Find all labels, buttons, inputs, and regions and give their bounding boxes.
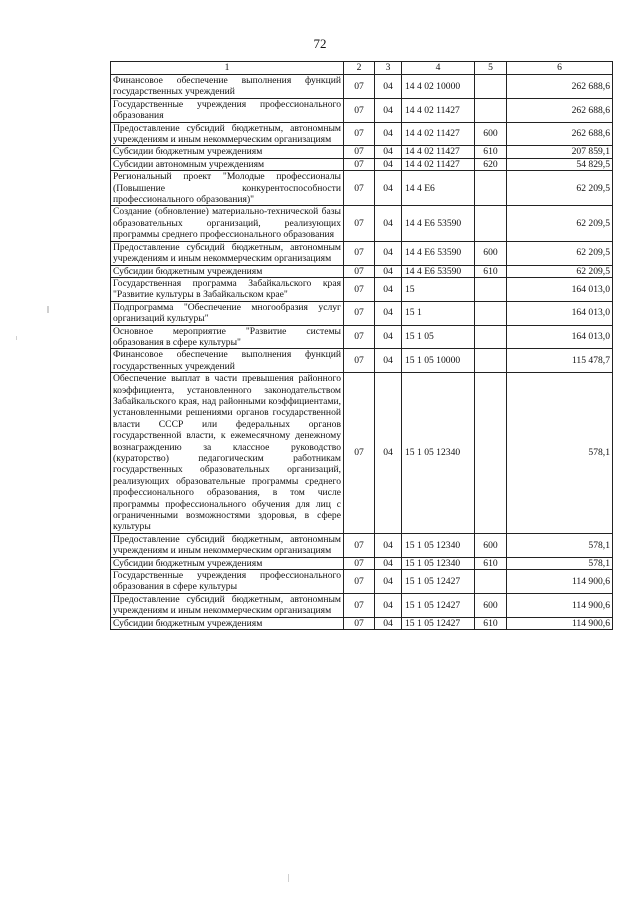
- table-cell-c3: 04: [375, 349, 402, 373]
- table-cell-c6: 262 688,6: [507, 75, 613, 99]
- table-cell-c4: 14 4 02 11427: [402, 158, 475, 170]
- table-row: [111, 301, 613, 325]
- table-cell-name: Финансовое обеспечение выполнения функций государственных учреждений: [111, 75, 344, 99]
- table-cell-name: Региональный проект "Молодые профессионалы (Повышение конкурентоспособности профессионального образования)": [111, 171, 344, 206]
- table-row: [111, 277, 613, 301]
- table-cell-c6: 114 900,6: [507, 617, 613, 629]
- table-cell-c2: 07: [344, 241, 375, 265]
- table-cell-c6: 262 688,6: [507, 122, 613, 146]
- table-cell-c5: [475, 171, 507, 206]
- table-cell-c3: 04: [375, 146, 402, 158]
- table-cell-c5: [475, 349, 507, 373]
- table-cell-name: Обеспечение выплат в части превышения районного коэффициента, установленного законодательством Забайкальского края, над районными коэффициентами, установленными решениями органов государственной власти СССР или федеральных органов государственной власти, к ежемесячному денежному вознаграждению за классное руководство (кураторство) педагогическим работникам государственных образовательных организаций, реализующих образовательные программы среднего профессионального образования, в том числе программы профессионального обучения для лиц с ограниченными возможностями здоровья, в сфере культуры: [111, 373, 344, 534]
- table-cell-c3: 04: [375, 570, 402, 594]
- table-cell-c6: 114 900,6: [507, 570, 613, 594]
- table-cell-c3: 04: [375, 325, 402, 349]
- table-cell-name: Государственная программа Забайкальского края "Развитие культуры в Забайкальском крае": [111, 277, 344, 301]
- table-cell-c4: 14 4 02 11427: [402, 98, 475, 122]
- table-cell-name: Финансовое обеспечение выполнения функций государственных учреждений: [111, 349, 344, 373]
- table-cell-c4: 15 1 05 12427: [402, 570, 475, 594]
- table-cell-c5: 610: [475, 146, 507, 158]
- table-row: [111, 241, 613, 265]
- table-cell-c4: 14 4 Е6 53590: [402, 241, 475, 265]
- table-cell-c5: 610: [475, 557, 507, 569]
- table-cell-name: Субсидии бюджетным учреждениям: [111, 557, 344, 569]
- table-cell-c3: 04: [375, 122, 402, 146]
- table-cell-c6: 164 013,0: [507, 301, 613, 325]
- table-cell-c4: 14 4 02 10000: [402, 75, 475, 99]
- page-number: 72: [313, 36, 327, 51]
- table-cell-c4: 15: [402, 277, 475, 301]
- table-cell-c5: [475, 301, 507, 325]
- table-cell-c4: 14 4 02 11427: [402, 122, 475, 146]
- table-row: [111, 570, 613, 594]
- table-cell-c2: 07: [344, 122, 375, 146]
- table-row: [111, 158, 613, 170]
- table-row: [111, 349, 613, 373]
- table-row: [111, 325, 613, 349]
- table-cell-c4: 15 1 05 12340: [402, 557, 475, 569]
- table-row: [111, 171, 613, 206]
- table-row: [111, 617, 613, 629]
- table-cell-name: Государственные учреждения профессионального образования в сфере культуры: [111, 570, 344, 594]
- table-cell-name: Предоставление субсидий бюджетным, автономным учреждениям и иным некоммерческим организациям: [111, 593, 344, 617]
- table-row: [111, 75, 613, 99]
- table-cell-c5: 610: [475, 265, 507, 277]
- table-cell-c2: 07: [344, 593, 375, 617]
- table-cell-c4: 15 1 05 12427: [402, 617, 475, 629]
- table-cell-c2: 07: [344, 349, 375, 373]
- table-cell-c2: 07: [344, 301, 375, 325]
- table-cell-c6: 262 688,6: [507, 98, 613, 122]
- table-cell-c6: 114 900,6: [507, 593, 613, 617]
- table-row: [111, 557, 613, 569]
- column-header: 2: [344, 62, 375, 75]
- table-cell-c4: 15 1 05 12340: [402, 533, 475, 557]
- table-cell-name: Субсидии бюджетным учреждениям: [111, 617, 344, 629]
- table-cell-c3: 04: [375, 241, 402, 265]
- table-cell-c2: 07: [344, 325, 375, 349]
- column-header: 1: [111, 62, 344, 75]
- table-cell-c2: 07: [344, 373, 375, 534]
- scan-mark: [16, 336, 17, 340]
- table-row: [111, 146, 613, 158]
- table-row: [111, 265, 613, 277]
- table-cell-c5: 600: [475, 533, 507, 557]
- table-cell-c3: 04: [375, 206, 402, 241]
- table-cell-c3: 04: [375, 557, 402, 569]
- table-cell-c5: [475, 277, 507, 301]
- table-cell-name: Предоставление субсидий бюджетным, автономным учреждениям и иным некоммерческим организациям: [111, 122, 344, 146]
- table-cell-c4: 15 1 05 12427: [402, 593, 475, 617]
- table-cell-c2: 07: [344, 617, 375, 629]
- table-cell-c6: 207 859,1: [507, 146, 613, 158]
- table-cell-c4: 14 4 Е6: [402, 171, 475, 206]
- table-row: [111, 206, 613, 241]
- table-cell-c3: 04: [375, 265, 402, 277]
- table-cell-c2: 07: [344, 75, 375, 99]
- budget-table: [110, 61, 613, 630]
- table-cell-c3: 04: [375, 533, 402, 557]
- table-cell-c2: 07: [344, 158, 375, 170]
- table-cell-c6: 54 829,5: [507, 158, 613, 170]
- column-header: 4: [402, 62, 475, 75]
- table-cell-c3: 04: [375, 593, 402, 617]
- table-cell-c4: 15 1: [402, 301, 475, 325]
- table-cell-c2: 07: [344, 171, 375, 206]
- table-cell-c5: [475, 75, 507, 99]
- table-cell-c3: 04: [375, 277, 402, 301]
- column-header: 6: [507, 62, 613, 75]
- table-cell-c4: 15 1 05 12340: [402, 373, 475, 534]
- table-cell-c3: 04: [375, 373, 402, 534]
- table-cell-c3: 04: [375, 75, 402, 99]
- table-cell-c6: 62 209,5: [507, 171, 613, 206]
- table-cell-c5: 610: [475, 617, 507, 629]
- scan-mark: [47, 306, 49, 313]
- table-row: [111, 98, 613, 122]
- table-cell-c2: 07: [344, 206, 375, 241]
- table-cell-c3: 04: [375, 158, 402, 170]
- table-cell-c5: 600: [475, 122, 507, 146]
- table-cell-c2: 07: [344, 277, 375, 301]
- table-cell-name: Создание (обновление) материально-технической базы образовательных организаций, реализующих программы среднего профессионального образования: [111, 206, 344, 241]
- table-cell-c5: [475, 206, 507, 241]
- table-cell-name: Предоставление субсидий бюджетным, автономным учреждениям и иным некоммерческим организациям: [111, 533, 344, 557]
- table-cell-c6: 578,1: [507, 373, 613, 534]
- table-cell-c6: 578,1: [507, 533, 613, 557]
- table-cell-c2: 07: [344, 146, 375, 158]
- table-cell-c6: 578,1: [507, 557, 613, 569]
- table-cell-c6: 115 478,7: [507, 349, 613, 373]
- table-cell-c6: 164 013,0: [507, 277, 613, 301]
- table-cell-c3: 04: [375, 98, 402, 122]
- table-row: [111, 533, 613, 557]
- table-cell-c6: 164 013,0: [507, 325, 613, 349]
- table-cell-c4: 14 4 Е6 53590: [402, 206, 475, 241]
- table-cell-name: Предоставление субсидий бюджетным, автономным учреждениям и иным некоммерческим организациям: [111, 241, 344, 265]
- table-cell-c6: 62 209,5: [507, 241, 613, 265]
- table-cell-c3: 04: [375, 171, 402, 206]
- table-cell-name: Субсидии бюджетным учреждениям: [111, 146, 344, 158]
- table-cell-c5: [475, 373, 507, 534]
- table-cell-c5: 600: [475, 593, 507, 617]
- table-cell-c6: 62 209,5: [507, 206, 613, 241]
- table-row: [111, 122, 613, 146]
- table-cell-name: Субсидии автономным учреждениям: [111, 158, 344, 170]
- table-cell-c5: 600: [475, 241, 507, 265]
- table-cell-c4: 14 4 02 11427: [402, 146, 475, 158]
- table-cell-c2: 07: [344, 570, 375, 594]
- table-cell-c5: [475, 570, 507, 594]
- table-cell-c2: 07: [344, 98, 375, 122]
- table-cell-c3: 04: [375, 617, 402, 629]
- table-row: [111, 593, 613, 617]
- table-cell-c2: 07: [344, 265, 375, 277]
- table-cell-c6: 62 209,5: [507, 265, 613, 277]
- table-header-row: [111, 62, 613, 75]
- scan-mark: [288, 874, 289, 882]
- table-cell-c2: 07: [344, 557, 375, 569]
- table-row: [111, 373, 613, 534]
- table-cell-c5: [475, 98, 507, 122]
- table-cell-c5: 620: [475, 158, 507, 170]
- table-cell-name: Субсидии бюджетным учреждениям: [111, 265, 344, 277]
- column-header: 5: [475, 62, 507, 75]
- table-cell-c2: 07: [344, 533, 375, 557]
- column-header: 3: [375, 62, 402, 75]
- table-cell-c4: 14 4 Е6 53590: [402, 265, 475, 277]
- table-cell-name: Подпрограмма "Обеспечение многообразия услуг организаций культуры": [111, 301, 344, 325]
- table-cell-c4: 15 1 05 10000: [402, 349, 475, 373]
- table-cell-c4: 15 1 05: [402, 325, 475, 349]
- table-cell-c5: [475, 325, 507, 349]
- table-cell-name: Государственные учреждения профессионального образования: [111, 98, 344, 122]
- table-cell-c3: 04: [375, 301, 402, 325]
- table-cell-name: Основное мероприятие "Развитие системы образования в сфере культуры": [111, 325, 344, 349]
